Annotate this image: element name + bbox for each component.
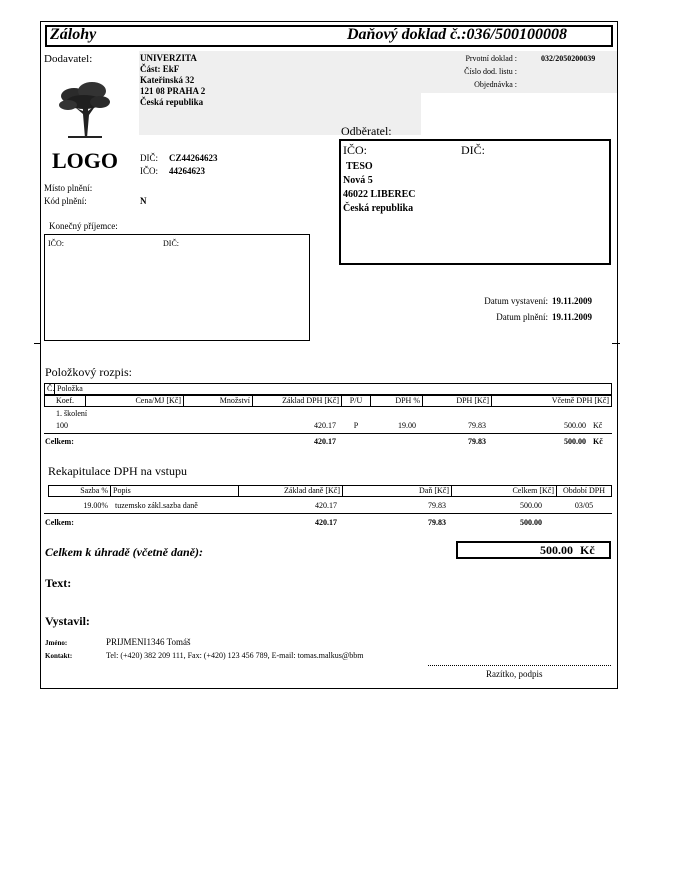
supplier-label: Dodavatel: (44, 53, 93, 65)
issuer-label: Vystavil: (45, 614, 90, 628)
items-head-no: Č. (44, 383, 55, 395)
stamp-label: Razítko, podpis (486, 669, 543, 679)
issuer-name-label: Jméno: (45, 639, 68, 647)
issuer-name-value: PRIJMENI1346 Tomáš (106, 637, 191, 647)
item-row-name: 1. školení (56, 409, 88, 418)
items-total-divider (44, 433, 612, 434)
issued-date-label: Datum vystavení: (484, 296, 548, 306)
vat-summary-title: Rekapitulace DPH na vstupu (48, 464, 187, 478)
final-recipient-box (44, 234, 310, 341)
final-recipient-label: Konečný příjemce: (49, 221, 118, 231)
final-recipient-ico-label: IČO: (48, 239, 64, 248)
items-head-base: Základ DPH [Kč] (252, 395, 342, 407)
text-label: Text: (45, 576, 72, 590)
supplier-line: 121 08 PRAHA 2 (140, 86, 206, 96)
customer-line: 46022 LIBEREC (343, 189, 416, 200)
vat-head-tax: Daň [Kč] (342, 485, 452, 497)
items-head-vat-amount: DPH [Kč] (422, 395, 492, 407)
taxable-date-value: 19.11.2009 (552, 312, 593, 322)
issuer-contact-value: Tel: (+420) 382 209 111, Fax: (+420) 123 456 789, E-mail: tomas.malkus@bbm (106, 651, 364, 660)
items-total-vat: 79.83 (468, 437, 486, 446)
items-head-quantity: Množství (183, 395, 253, 407)
first-doc-label: Prvotní doklad : (465, 54, 517, 63)
document-type-title: Zálohy (50, 26, 97, 43)
code-value: N (140, 196, 147, 206)
vat-total-label: Celkem: (45, 518, 74, 527)
vat-total-tax: 79.83 (428, 518, 446, 527)
customer-ico-label: IČO: (343, 143, 367, 157)
item-row-base: 420.17 (314, 421, 336, 430)
vat-row-period: 03/05 (574, 501, 594, 510)
taxable-date-label: Datum plnění: (496, 312, 548, 322)
grand-total-value: 500.00 (540, 543, 573, 557)
item-row-vat-rate: 19.00 (398, 421, 416, 430)
delivery-note-label: Číslo dod. listu : (464, 67, 517, 76)
vat-row-total: 500.00 (520, 501, 542, 510)
item-row-pu: P (353, 421, 359, 430)
items-head-vat-rate: DPH % (370, 395, 423, 407)
supplier-ico-value: 44264623 (169, 166, 205, 176)
vat-row-tax: 79.83 (428, 501, 446, 510)
items-head-unit-price: Cena/MJ [Kč] (85, 395, 184, 407)
items-title: Položkový rozpis: (45, 365, 132, 379)
supplier-line: Část: EkF (140, 64, 180, 74)
customer-label: Odběratel: (341, 124, 392, 138)
items-head-total: Včetně DPH [Kč] (491, 395, 612, 407)
customer-address (343, 160, 416, 216)
issued-date-value: 19.11.2009 (552, 296, 593, 306)
customer-line: TESO (346, 161, 373, 172)
place-label: Místo plnění: (44, 183, 93, 193)
item-row-currency: Kč (593, 421, 603, 430)
customer-dic-label: DIČ: (461, 143, 485, 157)
vat-row-base: 420.17 (315, 501, 337, 510)
item-row-coef: 100 (56, 421, 68, 430)
item-row-vat-amount: 79.83 (468, 421, 486, 430)
vat-row-rate: 19.00% (83, 501, 108, 510)
supplier-dic-value: CZ44264623 (169, 153, 218, 163)
signature-line (428, 665, 611, 666)
supplier-line: UNIVERZITA (140, 53, 197, 63)
supplier-line: Kateřinská 32 (140, 75, 195, 85)
supplier-dic-label: DIČ: (140, 153, 158, 163)
vat-row-desc: tuzemsko zákl.sazba daně (115, 501, 198, 510)
first-doc-value: 032/2050200039 (541, 54, 596, 63)
items-total-base: 420.17 (314, 437, 336, 446)
supplier-line: Česká republika (140, 97, 204, 107)
vat-total-sum: 500.00 (520, 518, 542, 527)
tree-logo-icon (56, 78, 114, 140)
fold-mark-left (34, 343, 41, 344)
order-label: Objednávka : (474, 80, 517, 89)
code-label: Kód plnění: (44, 196, 87, 206)
invoice-number-title: Daňový doklad č.:036/500100008 (347, 26, 567, 43)
customer-line: Nová 5 (343, 175, 373, 186)
items-total-sum: 500.00 (564, 437, 586, 446)
grand-total-label: Celkem k úhradě (včetně daně): (45, 545, 203, 559)
item-row-total: 500.00 (564, 421, 586, 430)
items-total-label: Celkem: (45, 437, 74, 446)
items-head-coef: Koef. (44, 395, 86, 407)
supplier-ico-label: IČO: (140, 166, 158, 176)
issuer-contact-label: Kontakt: (45, 652, 73, 660)
vat-total-base: 420.17 (315, 518, 337, 527)
vat-head-total: Celkem [Kč] (451, 485, 557, 497)
vat-head-rate: Sazba % (48, 485, 111, 497)
items-total-currency: Kč (593, 437, 603, 446)
vat-total-divider (44, 513, 612, 514)
vat-head-desc: Popis (110, 485, 239, 497)
items-head-pu: P/U (341, 395, 371, 407)
logo-text: LOGO (52, 148, 119, 173)
items-head-item: Položka (54, 383, 612, 395)
fold-mark-right (612, 343, 620, 344)
final-recipient-dic-label: DIČ: (163, 239, 179, 248)
vat-head-period: Období DPH (556, 485, 612, 497)
supplier-address (140, 53, 205, 108)
vat-head-base: Základ daně [Kč] (238, 485, 343, 497)
customer-line: Česká republika (343, 203, 414, 214)
grand-total-currency: Kč (580, 543, 595, 557)
